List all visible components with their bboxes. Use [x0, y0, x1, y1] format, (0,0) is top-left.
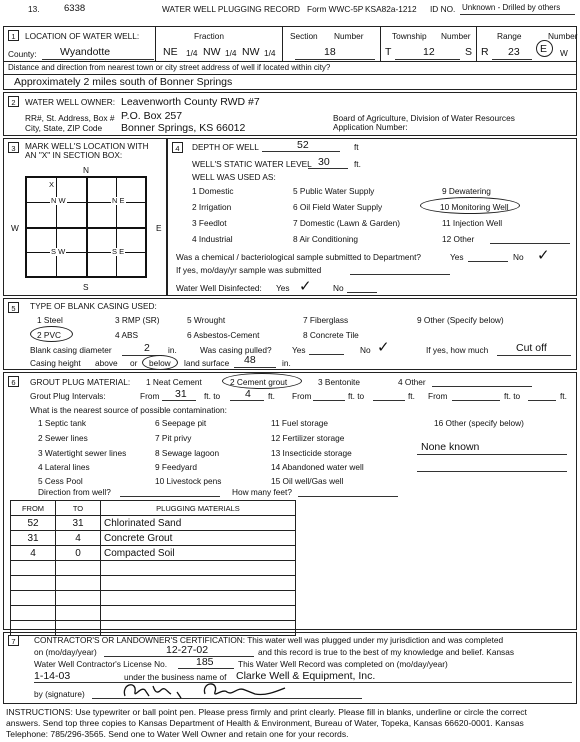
row-from	[11, 606, 56, 621]
section-5-number: 5	[8, 302, 19, 313]
business-label: under the business name of	[124, 672, 227, 682]
chem-no: No	[513, 252, 524, 262]
diameter-unit: in.	[168, 345, 177, 355]
diameter-label: Blank casing diameter	[30, 345, 112, 355]
height-label: Casing height	[30, 358, 81, 368]
location-label: LOCATION OF WATER WELL:	[25, 31, 140, 41]
direction-label: Direction from well?	[38, 487, 111, 497]
fraction-label: Fraction	[194, 31, 224, 41]
height-below-circle	[142, 355, 178, 370]
nearest-source-label: What is the nearest source of possible contamination:	[30, 405, 227, 415]
chem-sample-question: Was a chemical / bacteriological sample submitted to Department?	[176, 252, 422, 262]
height-below: below	[149, 358, 171, 368]
business-name: Clarke Well & Equipment, Inc.	[236, 670, 376, 682]
land-surface-value: 48	[244, 354, 256, 366]
row-material	[101, 606, 296, 621]
disinfected-yes-check: ✓	[299, 278, 312, 295]
grout-2: 2 Cement grout	[230, 377, 288, 387]
row-to	[56, 591, 101, 606]
compass-east: E	[156, 223, 162, 233]
fraction-2-unit: 1/4	[225, 48, 237, 58]
form-title: WATER WELL PLUGGING RECORD	[162, 4, 300, 14]
interval-1-ft: ft.	[268, 391, 275, 401]
township-number-label: Number	[441, 31, 471, 41]
row-material: Compacted Soil	[101, 546, 296, 561]
source-4: 4 Lateral lines	[38, 462, 90, 472]
static-level-unit: ft.	[354, 159, 361, 169]
use-3: 3 Feedlot	[192, 218, 227, 228]
quadrant-ne: N E	[112, 196, 125, 205]
certification-line-2: and this record is true to the best of my knowledge and belief. Kansas	[258, 647, 514, 657]
use-10: 10 Monitoring Well	[440, 202, 509, 212]
how-much-value: Cut off	[516, 342, 547, 354]
owner-label: WATER WELL OWNER:	[25, 97, 116, 107]
row-from	[11, 591, 56, 606]
well-x-mark: X	[49, 180, 55, 189]
height-above: above	[95, 358, 118, 368]
pulled-no-check: ✓	[377, 339, 390, 356]
section-6-number: 6	[8, 376, 19, 387]
distance-value: Approximately 2 miles south of Bonner Springs	[14, 76, 233, 88]
feet-label: How many feet?	[232, 487, 292, 497]
diameter-value: 2	[144, 342, 150, 354]
row-to: 4	[56, 531, 101, 546]
sample-date-label: If yes, mo/day/yr sample was submitted	[176, 265, 322, 275]
interval-3-ft: ft.	[560, 391, 567, 401]
pulled-yes: Yes	[292, 345, 306, 355]
table-row	[11, 591, 296, 606]
intervals-label: Grout Plug Intervals:	[30, 391, 106, 401]
record-date: 1-14-03	[34, 670, 71, 682]
instructions-line-3: Telephone: 785/296-3565. Send one to Water Well Owner and retain one for your records.	[6, 729, 349, 739]
certification-line-1: CONTRACTOR'S OR LANDOWNER'S CERTIFICATION: This water well was plugged under my jurisdiction and was completed	[34, 635, 504, 645]
quadrant-nw: N W	[51, 196, 66, 205]
depth-value: 52	[297, 139, 309, 151]
section-2-number: 2	[8, 96, 19, 107]
use-12: 12 Other	[442, 234, 475, 244]
row-material	[101, 561, 296, 576]
source-13: 13 Insecticide storage	[271, 448, 352, 458]
source-9: 9 Feedyard	[155, 462, 197, 472]
source-8: 8 Sewage lagoon	[155, 448, 220, 458]
use-2: 2 Irrigation	[192, 202, 232, 212]
row-to	[56, 576, 101, 591]
use-1: 1 Domestic	[192, 186, 234, 196]
casing-label: TYPE OF BLANK CASING USED:	[30, 301, 157, 311]
source-10: 10 Livestock pens	[155, 476, 222, 486]
plugging-table	[10, 500, 296, 636]
range-label: Range	[497, 31, 522, 41]
row-material	[101, 576, 296, 591]
source-1: 1 Septic tank	[38, 418, 86, 428]
grout-label: GROUT PLUG MATERIAL:	[30, 377, 131, 387]
row-from: 4	[11, 546, 56, 561]
interval-2-from-label: From	[292, 391, 312, 401]
instructions-line-1: INSTRUCTIONS: Use typewriter or ball point pen. Please press firmly and print clearly. Please fill in blanks, underline or circle the correct	[6, 707, 527, 717]
interval-3-ft-to: ft. to	[504, 391, 521, 401]
section-7-number: 7	[8, 635, 19, 646]
fraction-3-unit: 1/4	[264, 48, 276, 58]
use-11: 11 Injection Well	[442, 218, 503, 228]
disinfected-no: No	[333, 283, 344, 293]
county-value: Wyandotte	[60, 46, 111, 58]
table-row	[11, 546, 296, 561]
casing-1: 1 Steel	[37, 315, 63, 325]
signature-label: by (signature)	[34, 689, 85, 699]
row-material: Concrete Grout	[101, 531, 296, 546]
completed-date: 12-27-02	[166, 644, 209, 656]
casing-3: 3 RMP (SR)	[115, 315, 160, 325]
row-from	[11, 561, 56, 576]
row-from	[11, 576, 56, 591]
interval-2-ft-to: ft. to	[348, 391, 365, 401]
id-value: Unknown - Drilled by others	[462, 3, 561, 12]
compass-north: N	[83, 165, 89, 175]
row-to: 0	[56, 546, 101, 561]
table-row	[11, 561, 296, 576]
source-2: 2 Sewer lines	[38, 433, 88, 443]
quadrant-sw: S W	[51, 247, 66, 256]
grout-2-circle	[222, 373, 302, 389]
range-prefix: R	[481, 46, 489, 58]
row-to	[56, 561, 101, 576]
row-to: 31	[56, 516, 101, 531]
source-6: 6 Seepage pit	[155, 418, 207, 428]
divider	[155, 26, 156, 61]
land-surface-label: land surface	[184, 358, 230, 368]
row-material	[101, 591, 296, 606]
table-row	[11, 606, 296, 621]
instructions-line-2: answers. Send top three copies to Kansas Department of Health & Environment, Bureau of Water, Topeka, Kansas 66620-0001. Kansas	[6, 718, 524, 728]
quadrant-se: S E	[112, 247, 125, 256]
pulled-no: No	[360, 345, 371, 355]
license-label: Water Well Contractor's License No.	[34, 659, 167, 669]
use-10-circle	[420, 197, 520, 214]
col-from: FROM	[11, 501, 56, 516]
township-prefix: T	[385, 46, 392, 58]
col-to: TO	[56, 501, 101, 516]
row-from: 52	[11, 516, 56, 531]
form-code: Form WWC-5P	[307, 4, 364, 14]
township-label: Township	[392, 31, 427, 41]
use-6: 6 Oil Field Water Supply	[293, 202, 383, 212]
mark-label-1: MARK WELL'S LOCATION WITH	[25, 141, 149, 151]
grout-4: 4 Other	[398, 377, 426, 387]
application-label: Application Number:	[333, 122, 408, 132]
source-15: 15 Oil well/Gas well	[271, 476, 344, 486]
use-8: 8 Air Conditioning	[293, 234, 359, 244]
interval-1-from: 31	[175, 388, 187, 400]
chem-yes: Yes	[450, 252, 464, 262]
county-label: County:	[8, 49, 37, 59]
row-material: Chlorinated Sand	[101, 516, 296, 531]
source-14: 14 Abandoned water well	[271, 462, 364, 472]
range-east: E	[540, 43, 548, 55]
used-as-label: WELL WAS USED AS:	[192, 172, 276, 182]
header-number-label: 13.	[28, 4, 40, 14]
col-materials: PLUGGING MATERIALS	[101, 501, 296, 516]
section-grid	[25, 176, 147, 278]
board-label: Board of Agriculture, Division of Water Resources	[333, 113, 515, 123]
static-level-value: 30	[318, 156, 330, 168]
section-label: Section	[290, 31, 318, 41]
casing-9: 9 Other (Specify below)	[417, 315, 504, 325]
casing-2: 2 PVC	[37, 330, 61, 340]
use-5: 5 Public Water Supply	[293, 186, 375, 196]
range-number-label: Number	[548, 31, 578, 41]
license-number: 185	[196, 656, 214, 668]
table-row	[11, 516, 296, 531]
range-value: 23	[508, 46, 520, 58]
other-source-value: None known	[421, 441, 480, 453]
source-7: 7 Pit privy	[155, 433, 192, 443]
source-5: 5 Cess Pool	[38, 476, 83, 486]
interval-3-from-label: From	[428, 391, 448, 401]
chem-no-check: ✓	[537, 247, 550, 264]
section-number-label: Number	[334, 31, 364, 41]
mark-label-2: AN "X" IN SECTION BOX:	[25, 150, 123, 160]
record-completed-label: This Water Well Record was completed on (mo/day/year)	[238, 659, 448, 669]
use-4: 4 Industrial	[192, 234, 233, 244]
depth-label: DEPTH OF WELL	[192, 142, 259, 152]
certification-date-label: on (mo/day/year)	[34, 647, 97, 657]
source-3: 3 Watertight sewer lines	[38, 448, 127, 458]
pulled-label: Was casing pulled?	[200, 345, 272, 355]
interval-1-to: 4	[245, 388, 251, 400]
casing-5: 5 Wrought	[187, 315, 226, 325]
section-4-number: 4	[172, 142, 183, 153]
interval-2-ft: ft.	[408, 391, 415, 401]
owner-address: P.O. Box 257	[121, 110, 183, 122]
signature-icon	[115, 678, 295, 702]
township-suffix: S	[465, 46, 473, 58]
row-from: 31	[11, 531, 56, 546]
casing-2-circle	[30, 326, 73, 342]
how-much-label: If yes, how much	[426, 345, 489, 355]
grout-3: 3 Bentonite	[318, 377, 360, 387]
city-label: City, State, ZIP Code	[25, 123, 103, 133]
disinfected-yes: Yes	[276, 283, 290, 293]
fraction-1-unit: 1/4	[186, 48, 198, 58]
owner-name: Leavenworth County RWD #7	[121, 96, 260, 108]
table-row	[11, 576, 296, 591]
use-9: 9 Dewatering	[442, 186, 491, 196]
section-value: 18	[324, 46, 336, 58]
table-row	[11, 531, 296, 546]
casing-7: 7 Fiberglass	[303, 315, 349, 325]
owner-city: Bonner Springs, KS 66012	[121, 122, 246, 134]
interval-1-from-label: From	[140, 391, 160, 401]
casing-6: 6 Asbestos-Cement	[187, 330, 260, 340]
source-16: 16 Other (specify below)	[434, 418, 524, 428]
township-value: 12	[423, 46, 435, 58]
disinfected-label: Water Well Disinfected:	[176, 283, 262, 293]
interval-1-ft-to: ft. to	[204, 391, 221, 401]
row-to	[56, 606, 101, 621]
fraction-2: NW	[203, 46, 221, 58]
static-level-label: WELL'S STATIC WATER LEVEL	[192, 159, 312, 169]
compass-south: S	[83, 282, 89, 292]
fraction-3: NW	[242, 46, 260, 58]
document-number: 6338	[64, 3, 86, 14]
depth-unit: ft	[354, 142, 359, 152]
casing-4: 4 ABS	[115, 330, 139, 340]
height-or: or	[130, 358, 138, 368]
statute: KSA82a-1212	[365, 4, 417, 14]
section-3-number: 3	[8, 142, 19, 153]
fraction-1: NE	[163, 46, 178, 58]
range-west: W	[560, 48, 568, 58]
address-label: RR#, St. Address, Box #	[25, 113, 115, 123]
section-1-number: 1	[8, 30, 19, 41]
distance-label: Distance and direction from nearest town or city street address of well if located within city?	[8, 63, 331, 72]
source-12: 12 Fertilizer storage	[271, 433, 345, 443]
id-label: ID NO.	[430, 4, 456, 14]
grout-1: 1 Neat Cement	[146, 377, 202, 387]
land-surface-unit: in.	[282, 358, 291, 368]
casing-8: 8 Concrete Tile	[303, 330, 359, 340]
id-underline	[460, 14, 575, 15]
compass-west: W	[11, 223, 19, 233]
use-7: 7 Domestic (Lawn & Garden)	[293, 218, 400, 228]
source-11: 11 Fuel storage	[271, 418, 329, 428]
